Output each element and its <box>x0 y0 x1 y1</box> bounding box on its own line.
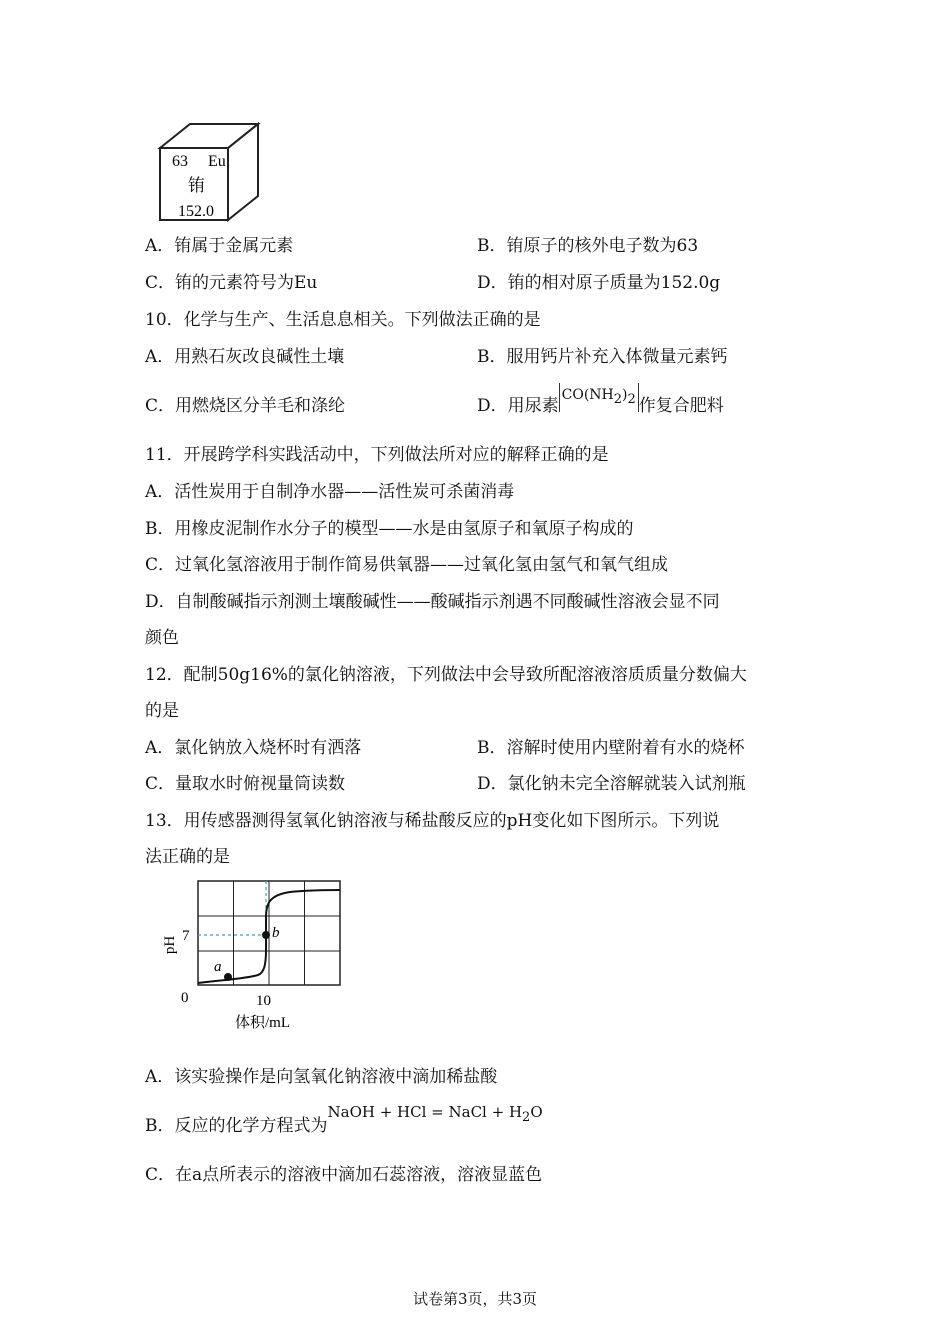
element-number: 63 <box>172 153 188 170</box>
point-b-label: b <box>272 925 280 941</box>
q11-option-b: B．用橡皮泥制作水分子的模型——水是由氢原子和氧原子构成的 <box>145 519 634 539</box>
q10-stem: 10．化学与生产、生活息息相关。下列做法正确的是 <box>145 310 541 330</box>
q9-option-c: C．铕的元素符号为Eu <box>145 273 318 293</box>
element-cube-figure <box>150 118 270 228</box>
q11-option-c: C．过氧化氢溶液用于制作简易供氧器——过氧化氢由氢气和氧气组成 <box>145 555 669 575</box>
q13-option-a: A．该实验操作是向氢氧化钠溶液中滴加稀盐酸 <box>145 1067 498 1087</box>
origin-label: 0 <box>181 990 189 1006</box>
urea-formula: $CO(NH_2)_2$ <box>559 383 639 412</box>
q12-stem: 12．配制50g16%的氯化钠溶液，下列做法中会导致所配溶液溶质质量分数偏大 <box>145 665 747 685</box>
q11-option-d-cont: 颜色 <box>145 628 179 648</box>
q12-stem-cont: 的是 <box>145 701 179 721</box>
q11-stem: 11．开展跨学科实践活动中，下列做法所对应的解释正确的是 <box>145 445 609 465</box>
q11-option-a: A．活性炭用于自制净水器——活性炭可杀菌消毒 <box>145 482 515 502</box>
x-tick-10: 10 <box>256 993 271 1009</box>
q13-stem: 13．用传感器测得氢氧化钠溶液与稀盐酸反应的pH变化如下图所示。下列说 <box>145 811 720 831</box>
q12-option-d: D．氯化钠未完全溶解就装入试剂瓶 <box>477 774 746 794</box>
q12-option-b: B．溶解时使用内壁附着有水的烧杯 <box>477 738 745 758</box>
q10-option-b: B．服用钙片补充入体微量元素钙 <box>477 347 728 367</box>
reaction-equation: NaOH + HCl = NaCl + $H_2O$ <box>327 1103 543 1125</box>
element-mass: 152.0 <box>178 203 214 220</box>
x-axis-label: 体积/mL <box>235 1015 290 1031</box>
point-b <box>262 931 270 939</box>
y-tick-7: 7 <box>182 928 190 944</box>
element-symbol: Eu <box>208 153 226 170</box>
q13-option-c: C．在a点所表示的溶液中滴加石蕊溶液，溶液显蓝色 <box>145 1165 543 1185</box>
q9-option-a: A．铕属于金属元素 <box>145 236 294 256</box>
point-a <box>224 973 232 981</box>
q10-option-d: D．用尿素$CO(NH_2)_2$ 作复合肥料 <box>477 394 724 424</box>
q10-option-a: A．用熟石灰改良碱性土壤 <box>145 347 345 367</box>
q13-option-b: B．反应的化学方程式为NaOH + HCl = NaCl + $H_2O$ <box>145 1114 543 1144</box>
q13-stem-cont: 法正确的是 <box>145 847 230 867</box>
q9-option-d: D．铕的相对原子质量为152.0g <box>477 273 721 293</box>
q9-option-b: B．铕原子的核外电子数为63 <box>477 236 699 256</box>
q12-option-a: A．氯化钠放入烧杯时有洒落 <box>145 738 362 758</box>
q10-option-c: C．用燃烧区分羊毛和涤纶 <box>145 396 346 416</box>
q12-option-c: C．量取水时俯视量筒读数 <box>145 774 346 794</box>
ph-curve-graph <box>150 875 360 1035</box>
q11-option-d: D．自制酸碱指示剂测土壤酸碱性——酸碱指示剂遇不同酸碱性溶液会显不同 <box>145 592 720 612</box>
y-axis-label: pH <box>162 935 178 955</box>
point-a-label: a <box>214 959 222 975</box>
element-name: 铕 <box>188 176 205 195</box>
page-footer: 试卷第3页，共3页 <box>412 1290 538 1308</box>
